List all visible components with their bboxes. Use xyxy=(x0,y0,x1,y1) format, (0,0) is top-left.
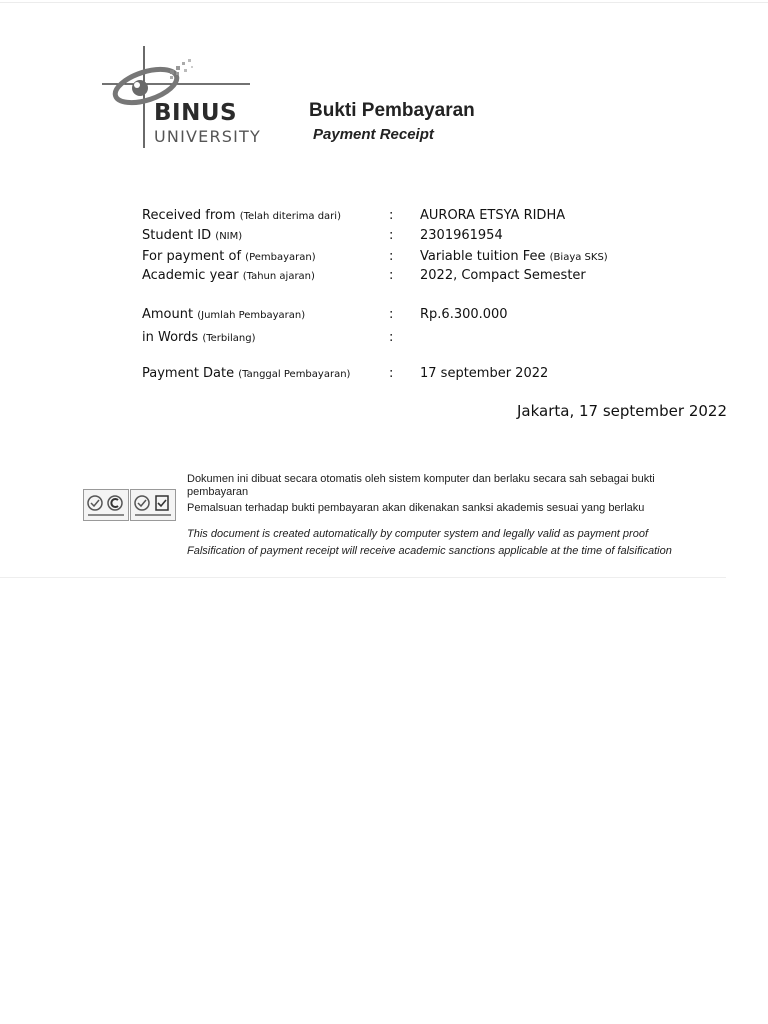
page-edge-top xyxy=(0,2,768,3)
field-in-words xyxy=(0,330,768,350)
disclaimer-id-line: Pemalsuan terhadap bukti pembayaran akan dikenakan sanksi akademis sesuai yang berlaku xyxy=(187,502,645,514)
field-separator: : xyxy=(389,249,394,264)
field-value: Variable tuition Fee (Biaya SKS) xyxy=(420,249,608,264)
field-student-id xyxy=(0,228,768,248)
field-value: 2022, Compact Semester xyxy=(420,268,586,283)
disclaimer-en-line: This document is created automatically by computer system and legally valid as payment proof xyxy=(187,528,648,540)
field-separator: : xyxy=(389,366,394,381)
field-value: 17 september 2022 xyxy=(420,366,549,381)
field-label: Payment Date (Tanggal Pembayaran) xyxy=(142,366,351,381)
field-label: Amount (Jumlah Pembayaran) xyxy=(142,307,306,322)
certification-badges xyxy=(83,489,175,521)
page-title: Bukti Pembayaran xyxy=(309,100,475,121)
field-label: Received from (Telah diterima dari) xyxy=(142,208,341,223)
field-value: 2301961954 xyxy=(420,228,503,243)
brand-subtitle: UNIVERSITY xyxy=(154,127,261,146)
field-academic-year xyxy=(0,268,768,288)
field-value: Rp.6.300.000 xyxy=(420,307,508,322)
page-subtitle: Payment Receipt xyxy=(313,126,434,143)
field-separator: : xyxy=(389,228,394,243)
field-received-from xyxy=(0,208,768,228)
field-payment-date xyxy=(0,366,768,386)
page-edge-bottom xyxy=(0,577,726,578)
brand-name: BINUS xyxy=(154,100,238,126)
disclaimer-id-line: pembayaran xyxy=(187,486,249,498)
iso-cert-icon xyxy=(83,489,129,521)
iso-cert-check-icon xyxy=(130,489,176,521)
field-label: Student ID (NIM) xyxy=(142,228,243,243)
field-separator: : xyxy=(389,307,394,322)
disclaimer-id-line: Dokumen ini dibuat secara otomatis oleh sistem komputer dan berlaku secara sah sebagai bukti xyxy=(187,473,655,485)
disclaimer-en-line: Falsification of payment receipt will receive academic sanctions applicable at the time of falsification xyxy=(187,545,672,557)
place-date: Jakarta, 17 september 2022 xyxy=(516,402,727,420)
field-label: For payment of (Pembayaran) xyxy=(142,249,316,264)
field-separator: : xyxy=(389,268,394,283)
field-amount xyxy=(0,307,768,327)
binus-logo xyxy=(100,44,280,150)
field-separator: : xyxy=(389,330,394,345)
field-label: in Words (Terbilang) xyxy=(142,330,256,345)
field-separator: : xyxy=(389,208,394,223)
field-payment-for xyxy=(0,249,768,269)
field-label: Academic year (Tahun ajaran) xyxy=(142,268,315,283)
field-value: AURORA ETSYA RIDHA xyxy=(420,208,566,223)
